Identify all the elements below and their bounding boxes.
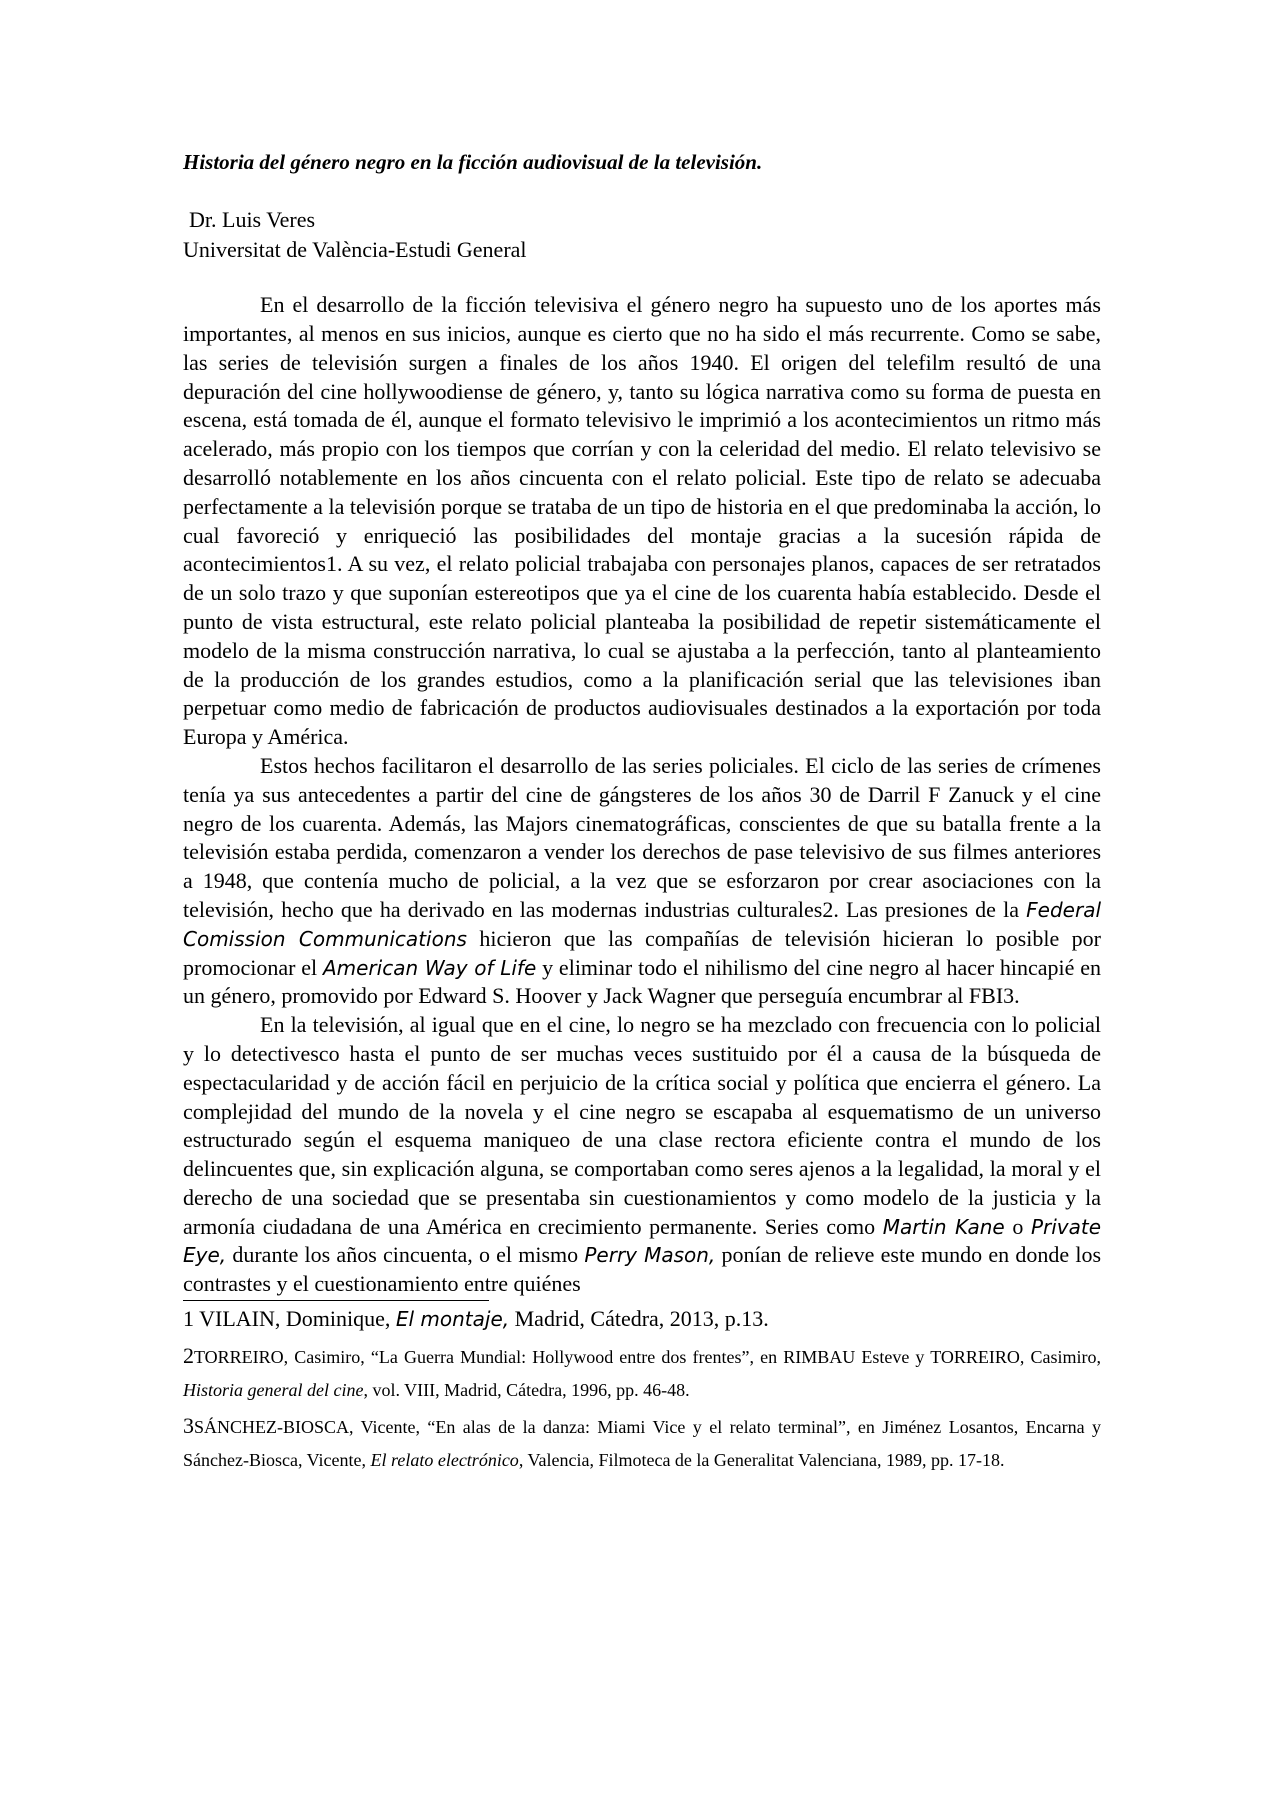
footnote-3-text-a: SÁNCHEZ-BIOSCA, Vicente, “En alas de la danza: Miami Vice y el relato terminal”, en Jiménez Losantos, Encarna y Sánchez-Biosca, Vicente, xyxy=(183,1417,1101,1471)
footnote-3-title: El relato electrónico xyxy=(370,1450,519,1471)
footnotes xyxy=(183,1300,1101,1477)
paragraph-1: En el desarrollo de la ficción televisiva el género negro ha supuesto uno de los aportes más importantes, al menos en sus inicios, aunque es cierto que no ha sido el más recurrente. Como se sabe, las series de televisión surgen a finales de los años 1940. El origen del telefilm resultó de una depuración del cine hollywoodiense de género, y, tanto su lógica narrativa como su forma de puesta en escena, está tomada de él, aunque el formato televisivo le imprimió a los acontecimientos un ritmo más acelerado, más propio con los tiempos que corrían y con la celeridad del medio. El relato televisivo se desarrolló notablemente en los años cincuenta con el relato policial. Este tipo de relato se adecuaba perfectamente a la televisión porque se trataba de un tipo de historia en el que predominaba la acción, lo cual favoreció y enriqueció las posibilidades del montaje gracias a la sucesión rápida de acontecimientos1. A su vez, el relato policial trabajaba con personajes planos, capaces de ser retratados de un solo trazo y que suponían estereotipos que ya el cine de los cuarenta había establecido. Desde el punto de vista estructural, este relato policial planteaba la posibilidad de repetir sistemáticamente el modelo de la misma construcción narrativa, lo cual se ajustaba a la perfección, tanto al planteamiento de la producción de los grandes estudios, como a la planificación serial que las televisiones iban perpetuar como medio de fabricación de productos audiovisuales destinados a la exportación por toda Europa y América. xyxy=(183,292,1101,750)
paragraph-2-text-a: Estos hechos facilitaron el desarrollo de las series policiales. El ciclo de las series de crímenes tenía ya sus antecedentes a partir del cine de gángsteres de los años 30 de Darril F Zanuck y el cine negro de los cuarenta. Además, las Majors cinematográficas, conscientes de que su batalla frente a la televisión estaba perdida, comenzaron a vender los derechos de pase televisivo de sus filmes anteriores a 1948, que contenía mucho de policial, a la vez que se esforzaron por crear asociaciones con la televisión, hecho que ha derivado en las modernas industrias culturales2. Las presiones de la xyxy=(183,752,1101,922)
footnote-3-number: 3 xyxy=(183,1413,194,1439)
paragraph-2-american-way: American Way of Life xyxy=(322,955,537,980)
paragraph-2-text-b: hicieron que las compañías de televisión hicieran lo posible por promocionar el xyxy=(183,925,1101,980)
footnote-2-title: Historia general del cine xyxy=(183,1380,364,1401)
document-title: Historia del género negro en la ficción audiovisual de la televisión. xyxy=(183,150,763,174)
paragraph-3-martin-kane: Martin Kane xyxy=(882,1214,1005,1239)
author-affiliation: Universitat de València-Estudi General xyxy=(183,237,527,263)
document-page xyxy=(183,150,1101,1479)
paragraph-3-private-eye: Private Eye, xyxy=(183,1214,1102,1268)
footnote-2-number: 2 xyxy=(183,1343,194,1369)
paragraph-2 xyxy=(183,752,1101,1011)
footnote-separator xyxy=(183,1300,489,1301)
footnote-2-text-a: TORREIRO, Casimiro, “La Guerra Mundial: Hollywood entre dos frentes”, en RIMBAU Esteve y TORREIRO, Casimiro, xyxy=(194,1347,1101,1368)
paragraph-2-fcc: Federal Comission Communications xyxy=(183,897,1101,951)
paragraph-3-text-a: En la televisión, al igual que en el cine, lo negro se ha mezclado con frecuencia con lo policial y lo detectivesco hasta el punto de ser muchas veces sustituido por él a causa de la búsqueda de espectacularidad y de acción fácil en perjuicio de la crítica social y política que encierra el género. La complejidad del mundo de la novela y el cine negro se escapaba al esquematismo de un universo estructurado según el esquema maniqueo de una clase rectora eficiente contra el mundo de los delincuentes que, sin explicación alguna, se comportaban como seres ajenos a la legalidad, la moral y el derecho de una sociedad que se presentaba sin cuestionamientos y como modelo de la justicia y la armonía ciudadana de una América en crecimiento permanente. Series como xyxy=(183,1012,1101,1239)
footnote-2-text-b: , vol. VIII, Madrid, Cátedra, 1996, pp. 46-48. xyxy=(363,1380,690,1401)
footnote-3 xyxy=(183,1409,1101,1477)
author-name: Dr. Luis Veres xyxy=(189,207,316,233)
paragraph-3-text-c: ponían de relieve este mundo en donde los contrastes y el cuestionamiento entre quiénes xyxy=(183,1242,1102,1297)
footnote-1-text-b: Madrid, Cátedra, 2013, p.13. xyxy=(514,1306,769,1332)
footnote-1-title: El montaje, xyxy=(395,1307,510,1332)
footnote-1 xyxy=(183,1305,1101,1333)
body-text xyxy=(183,291,1101,1299)
paragraph-2-text-c: y eliminar todo el nihilismo del cine negro al hacer hincapié en un género, promovido por Edward S. Hoover y Jack Wagner que perseguía encumbrar al FBI3. xyxy=(183,954,1102,1009)
paragraph-3-text-b: durante los años cincuenta, o el mismo xyxy=(232,1242,579,1268)
paragraph-3-perry-mason: Perry Mason, xyxy=(584,1243,716,1268)
footnote-3-text-b: , Valencia, Filmoteca de la Generalitat Valenciana, 1989, pp. 17-18. xyxy=(518,1450,1005,1471)
paragraph-3 xyxy=(183,1011,1101,1299)
paragraph-3-o: o xyxy=(1012,1213,1024,1239)
footnote-2 xyxy=(183,1339,1101,1407)
footnote-1-text-a: 1 VILAIN, Dominique, xyxy=(183,1306,391,1332)
